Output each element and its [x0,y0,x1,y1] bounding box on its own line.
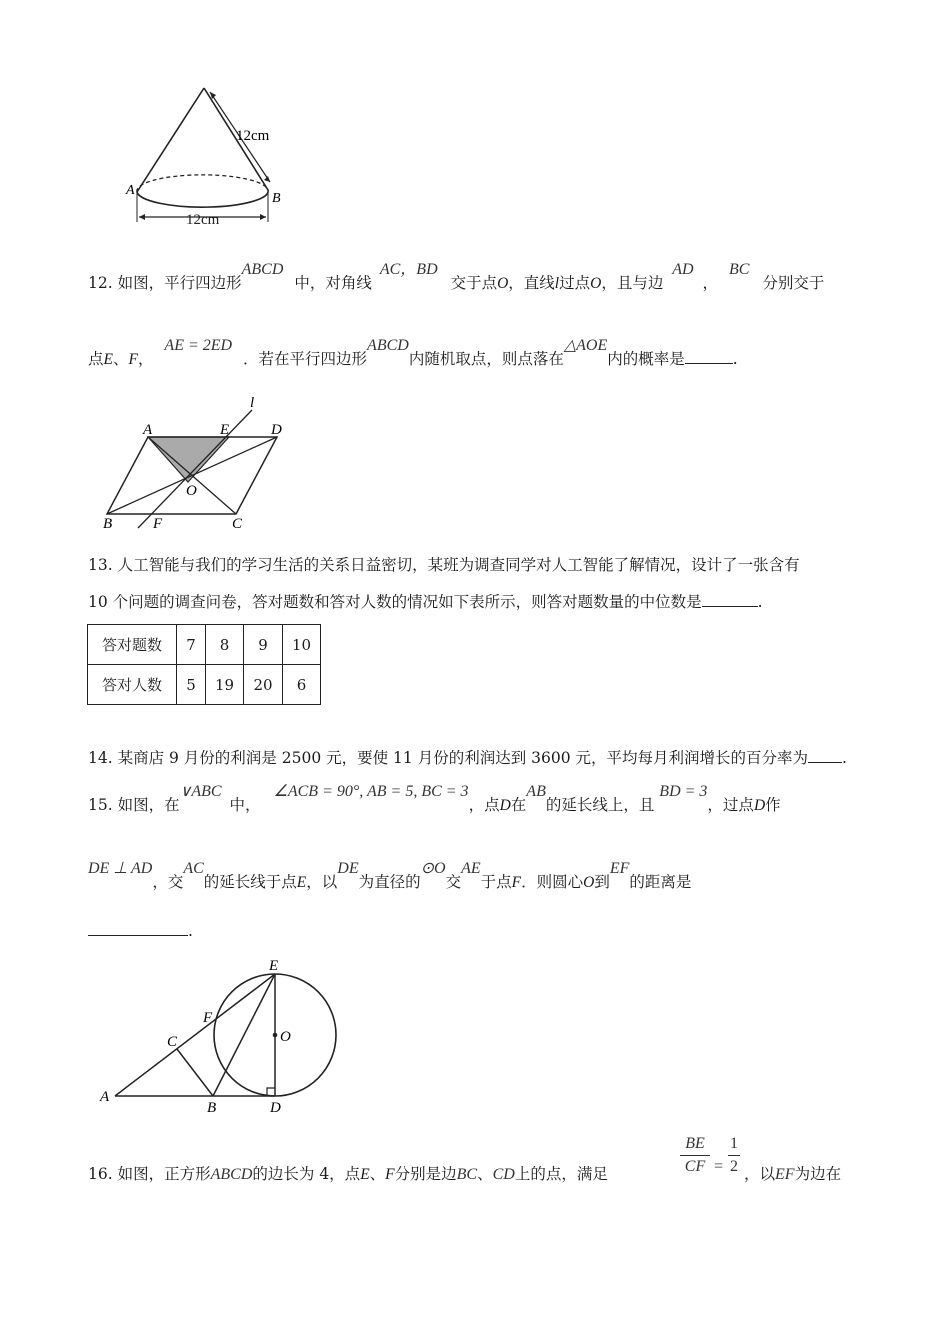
table-row [88,665,321,705]
math-ef: EF [609,860,630,877]
q15-line-3: . [88,921,193,941]
point-a-label: A [126,183,135,198]
math-ef: EF [775,1166,795,1183]
math-ac: AC [183,860,204,877]
answer-blank[interactable] [702,592,758,607]
fraction-bar [680,1155,710,1156]
table-cell: 答对题数 [88,625,177,665]
table-cell: 19 [206,665,244,705]
fraction-bar [728,1155,740,1156]
q15-line-1: 15. 如图，在∨ABC中， ∠ACB = 90°, AB = 5, BC = 3，点D在AB的延长线上，且 BD = 3，过点D作 [88,783,781,814]
cone-figure [120,80,290,230]
math-abc: ∨ABC [179,783,222,800]
table-cell: 9 [244,625,283,665]
math-abcd: ABCD [210,1166,253,1183]
q16-line: 16. 如图，正方形ABCD的边长为 4，点E、F分别是边BC、CD上的点，满足 [88,1165,608,1183]
label-l: l [250,395,255,411]
q16-line-end: ，以EF为边在 [744,1165,842,1183]
math-bd: BD [416,261,438,278]
fraction-numerator: BE [685,1135,705,1152]
label-b: B [207,1100,217,1115]
math-ae-2ed: AE = 2ED [164,337,233,354]
math-ac: AC， [379,261,417,278]
math-aoe: △AOE [563,337,608,354]
label-c: C [232,516,243,532]
table-cell: 10 [283,625,321,665]
label-o: O [280,1029,291,1045]
table-cell: 答对人数 [88,665,177,705]
label-d: D [271,422,282,438]
table-cell: 5 [177,665,206,705]
table-cell: 8 [206,625,244,665]
answer-blank[interactable] [808,748,842,763]
q15-line-2: DE ⊥ AD，交AC的延长线于点E，以DE为直径的⊙O交AE于点F．则圆心O到EF的距离是 [88,860,692,891]
math-bc: BC [456,1166,478,1183]
math-ad: AD [672,261,694,278]
fraction-be-cf [680,1135,710,1176]
q13-line-2: 10 个问题的调查问卷，答对题数和答对人数的情况如下表所示，则答对题数量的中位数是 . [88,593,763,611]
label-f: F [153,516,163,532]
q13-line-1: 13. 人工智能与我们的学习生活的关系日益密切，某班为调查同学对人工智能了解情况，设计了一张含有 [88,556,800,574]
label-e: E [269,958,279,974]
math-abcd-2: ABCD [367,337,409,354]
label-o: O [186,483,197,499]
fraction-numerator: 1 [730,1135,738,1152]
table-row [88,625,321,665]
q12-line-2: 点E、F， AE = 2ED ．若在平行四边形ABCD内随机取点，则点落在△AOE内的概率是 . [88,337,738,368]
math-bc: BC [729,261,750,278]
table-cell: 7 [177,625,206,665]
equals-sign: = [714,1158,724,1175]
point-b-label: B [272,191,281,206]
math-ab: AB [526,783,546,800]
math-de-perp-ad: DE ⊥ AD [88,860,153,877]
label-e: E [220,422,230,438]
label-b: B [103,516,113,532]
table-cell: 20 [244,665,283,705]
math-abcd: ABCD [241,261,284,278]
label-f: F [203,1010,213,1026]
q12-line-1: 12. 如图，平行四边形ABCD 中，对角线AC，BD 交于点O，直线l过点O，且与边 AD ， BC 分别交于 [88,261,825,292]
answer-table [87,624,321,705]
answer-blank[interactable] [685,349,733,364]
answer-blank[interactable] [88,921,188,936]
table-cell: 6 [283,665,321,705]
fraction-denominator: CF [684,1158,706,1175]
label-a: A [100,1089,110,1105]
circle-triangle-figure [95,955,355,1115]
math-circle-o: ⊙O [420,860,446,877]
fraction-denominator: 2 [730,1158,738,1175]
math-condition: ∠ACB = 90°, AB = 5, BC = 3 [273,783,469,800]
fraction-half [728,1135,740,1176]
parallelogram-figure [95,393,295,533]
math-ae: AE [461,860,481,877]
math-cd: CD [492,1166,515,1183]
q14-line: 14. 某商店 9 月份的利润是 2500 元，要使 11 月份的利润达到 3600 元，平均每月利润增长的百分率为 . [88,749,847,767]
slant-label: 12cm [236,128,270,144]
label-d: D [270,1100,281,1115]
base-label: 12cm [186,212,220,228]
label-a: A [143,422,153,438]
math-de: DE [337,860,359,877]
label-c: C [167,1034,178,1050]
math-bd-3: BD = 3 [659,783,708,800]
